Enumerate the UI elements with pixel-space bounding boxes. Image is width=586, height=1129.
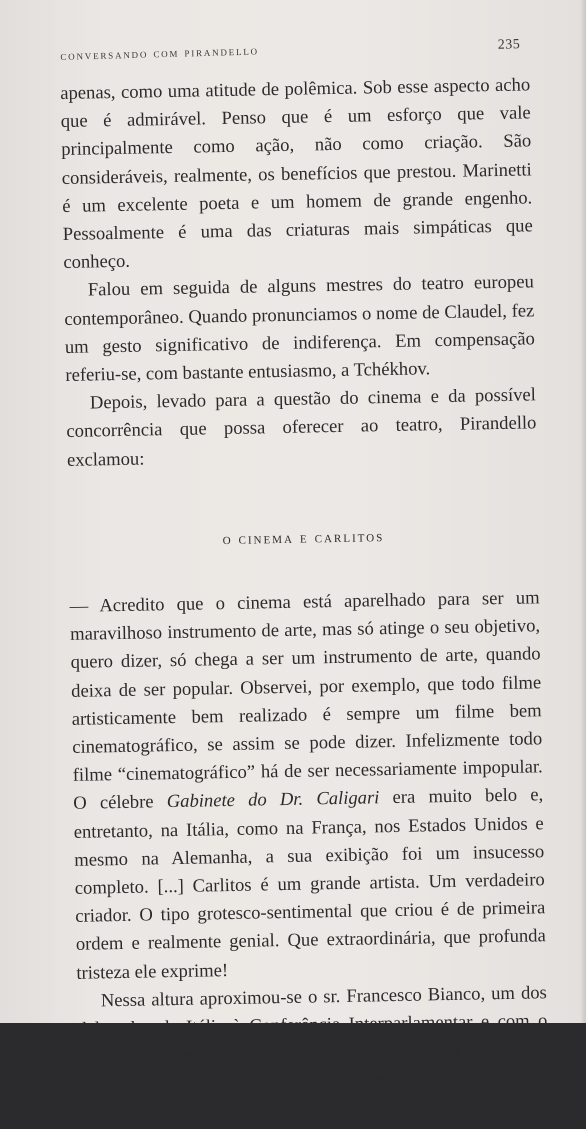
paragraph-4-text-a: — Acredito que o cinema está aparelhado para ser um maravilhoso instrumento de arte, mas só atinge o seu objetivo, quero dizer, só chega a ser um instrumento de arte, quando deixa de ser popular. Observei, por exemplo, que todo filme artisticamente bem realizado é sempre um filme bem cinematográfico, se assim se pode dizer. Infelizmente todo filme “cinematográfico” há de ser necessariamente impopular. O célebre [69, 587, 543, 815]
paragraph-4-text-b: era muito belo e, entretanto, na Itália, como na França, nos Estados Unidos e mesmo na Alemanha, a sua exibição foi um insucesso completo. [...] Carlitos é um grande artista. Um verdadeiro criador. O tipo grotesco-sentimental que criou é de primeira ordem e realmente genial. Que extraordinária, que profunda tristeza ele exprime! [73, 784, 546, 984]
paragraph-1: apenas, como uma atitude de polêmica. Sob esse aspecto acho que é admirável. Penso que é um esforço que vale principalmente como ação, não como criação. São consideráveis, realmente, os benefícios que prestou. Marinetti é um excelente poeta e um homem de grande engenho. Pessoalmente é uma das criaturas mais simpáticas que conheço. [60, 74, 533, 274]
running-title: conversando com pirandello [60, 42, 260, 63]
body-text [60, 71, 549, 1128]
paragraph-5: Nessa altura aproximou-se o sr. Francesco Bianco, um dos delegados da Itália à Conferência Interparlamentar e com o qual já havíamos travado conhecimento em outra ocasião. O sr. Bianco, que já tem publicado um livro sobre o Brasil e que sempre manifesta grande entusiasmo pelo [77, 982, 549, 1125]
page-number: 235 [497, 37, 521, 53]
running-head [60, 29, 521, 72]
paragraph-4 [69, 584, 546, 987]
film-title: Gabinete do Dr. Caligari [166, 787, 380, 813]
section-title: o cinema e carlitos [222, 527, 385, 548]
paragraph-3: Depois, levado para a questão do cinema e da possível concorrência que possa oferecer ao teatro, Pirandello exclamou: [66, 384, 537, 471]
paragraph-2: Falou em seguida de alguns mestres do teatro europeu contemporâneo. Quando pronunciamos o nome de Claudel, fez um gesto significativo de indiferença. Em compensação referiu-se, com bastante entusiasmo, a Tchékhov. [64, 271, 536, 386]
